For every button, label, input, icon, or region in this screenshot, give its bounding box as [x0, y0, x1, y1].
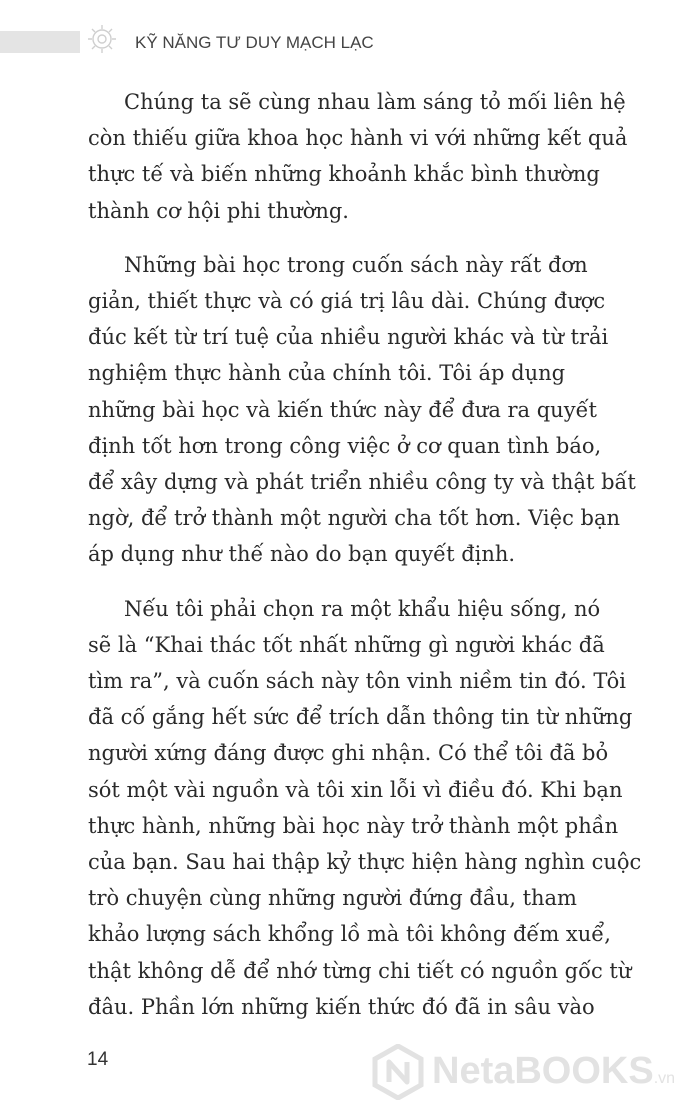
text-line: thành cơ hội phi thường. — [88, 198, 349, 223]
brain-gear-icon — [84, 22, 120, 56]
running-header-title: KỸ NĂNG TƯ DUY MẠCH LẠC — [135, 33, 374, 52]
text-line: giản, thiết thực và có giá trị lâu dài. Chúng được — [88, 289, 606, 314]
text-line: còn thiếu giữa khoa học hành vi với những kết quả — [88, 126, 628, 151]
text-line: những bài học và kiến thức này để đưa ra quyết — [88, 397, 597, 422]
watermark — [372, 1044, 692, 1104]
page-number: 14 — [87, 1049, 109, 1070]
watermark-text — [432, 1050, 675, 1093]
text-line: Nếu tôi phải chọn ra một khẩu hiệu sống, nó — [124, 596, 601, 621]
text-line: để xây dựng và phát triển nhiều công ty và thật bất — [88, 470, 636, 495]
text-line: định tốt hơn trong công việc ở cơ quan tình báo, — [88, 433, 602, 458]
text-line: đâu. Phần lớn những kiến thức đó đã in sâu vào — [88, 994, 595, 1019]
text-line: thực hành, những bài học này trở thành một phần — [88, 813, 619, 838]
text-line: người xứng đáng được ghi nhận. Có thể tôi đã bỏ — [88, 741, 609, 766]
text-line: của bạn. Sau hai thập kỷ thực hiện hàng nghìn cuộc — [88, 850, 642, 875]
body-text — [88, 84, 688, 1043]
paragraph-1 — [88, 84, 688, 229]
text-line: Chúng ta sẽ cùng nhau làm sáng tỏ mối liên hệ — [124, 90, 626, 114]
text-line: Những bài học trong cuốn sách này rất đơn — [124, 252, 588, 277]
text-line: khảo lượng sách khổng lồ mà tôi không đếm xuể, — [88, 922, 611, 947]
text-line: đúc kết từ trí tuệ của nhiều người khác và từ trải — [88, 325, 609, 350]
text-line: ngờ, để trở thành một người cha tốt hơn. Việc bạn — [88, 506, 620, 531]
header-bar — [0, 31, 80, 53]
text-line: trò chuyện cùng những người đứng đầu, tham — [88, 886, 577, 911]
text-line: sót một vài nguồn và tôi xin lỗi vì điều đó. Khi bạn — [88, 777, 623, 802]
watermark-brand: NetaBOOKS — [432, 1050, 654, 1092]
netabooks-logo-icon — [372, 1044, 424, 1100]
paragraph-3 — [88, 591, 688, 1025]
text-line: áp dụng như thế nào do bạn quyết định. — [88, 542, 516, 567]
text-line: thật không dễ để nhớ từng chi tiết có nguồn gốc từ — [88, 958, 632, 983]
text-line: đã cố gắng hết sức để trích dẫn thông tin từ những — [88, 705, 633, 730]
text-line: thực tế và biến những khoảnh khắc bình thường — [88, 162, 600, 187]
watermark-suffix: .vn — [653, 1070, 676, 1087]
text-line: sẽ là “Khai thác tốt nhất những gì người khác đã — [88, 632, 605, 657]
text-line: nghiệm thực hành của chính tôi. Tôi áp dụng — [88, 361, 566, 386]
text-line: tìm ra”, và cuốn sách này tôn vinh niềm tin đó. Tôi — [88, 669, 626, 694]
paragraph-2 — [88, 247, 688, 573]
